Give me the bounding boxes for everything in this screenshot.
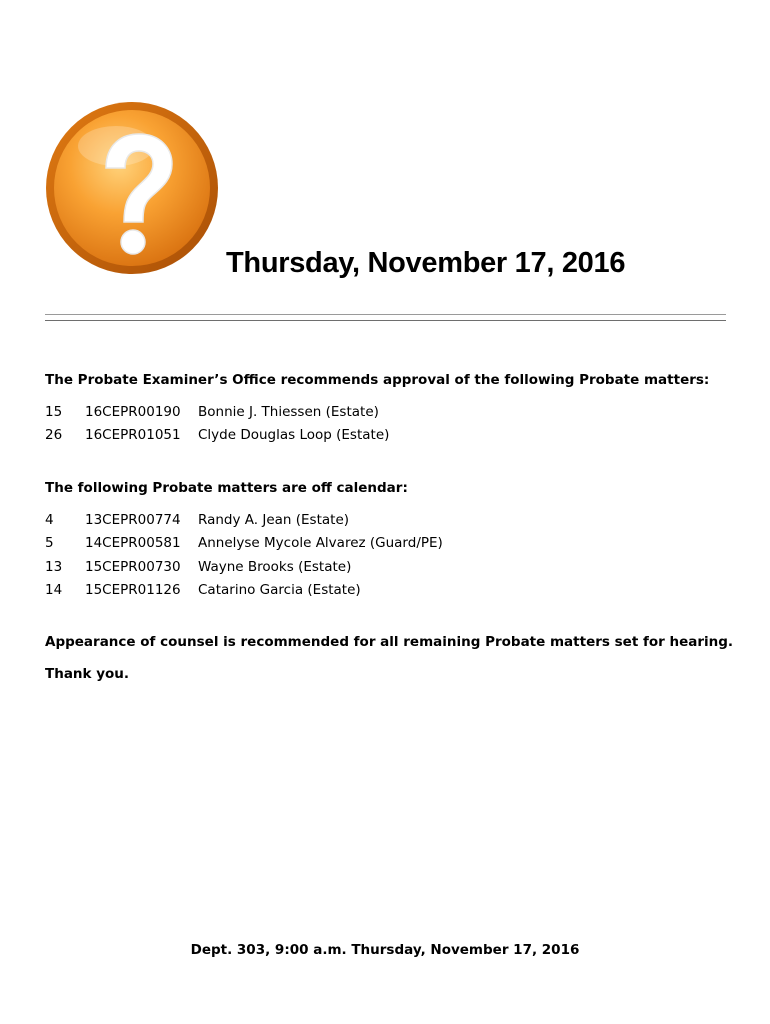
off-calendar-heading: The following Probate matters are off calendar: (45, 480, 408, 496)
question-mark-icon (44, 100, 220, 276)
case-number: 14CEPR00581 (85, 535, 181, 552)
case-number: 15CEPR01126 (85, 581, 181, 598)
matter-name: Randy A. Jean (Estate) (198, 512, 350, 528)
matter-number: 26 (45, 427, 63, 444)
case-number: 15CEPR00730 (85, 558, 181, 575)
matter-name: Bonnie J. Thiessen (Estate) (198, 404, 379, 420)
approval-heading: The Probate Examiner’s Office recommends approval of the following Probate matters: (45, 372, 710, 388)
matter-number: 14 (45, 581, 63, 598)
matter-name: Annelyse Mycole Alvarez (Guard/PE) (198, 535, 443, 552)
matter-number: 4 (45, 512, 54, 528)
closing-text: Thank you. (45, 666, 130, 682)
case-number: 16CEPR01051 (85, 427, 181, 444)
counsel-note: Appearance of counsel is recommended for all remaining Probate matters set for hearing. (45, 634, 734, 650)
matter-name: Catarino Garcia (Estate) (198, 581, 361, 598)
matter-number: 5 (45, 535, 54, 552)
case-number: 16CEPR00190 (85, 404, 181, 420)
page-title: Thursday, November 17, 2016 (226, 247, 626, 279)
page-footer: Dept. 303, 9:00 a.m. Thursday, November 17, 2016 (190, 942, 580, 958)
matter-number: 13 (45, 558, 63, 575)
divider (45, 320, 726, 321)
matter-number: 15 (45, 404, 63, 420)
matter-name: Clyde Douglas Loop (Estate) (198, 427, 390, 444)
matter-name: Wayne Brooks (Estate) (198, 558, 352, 575)
divider (45, 314, 726, 315)
case-number: 13CEPR00774 (85, 512, 181, 528)
